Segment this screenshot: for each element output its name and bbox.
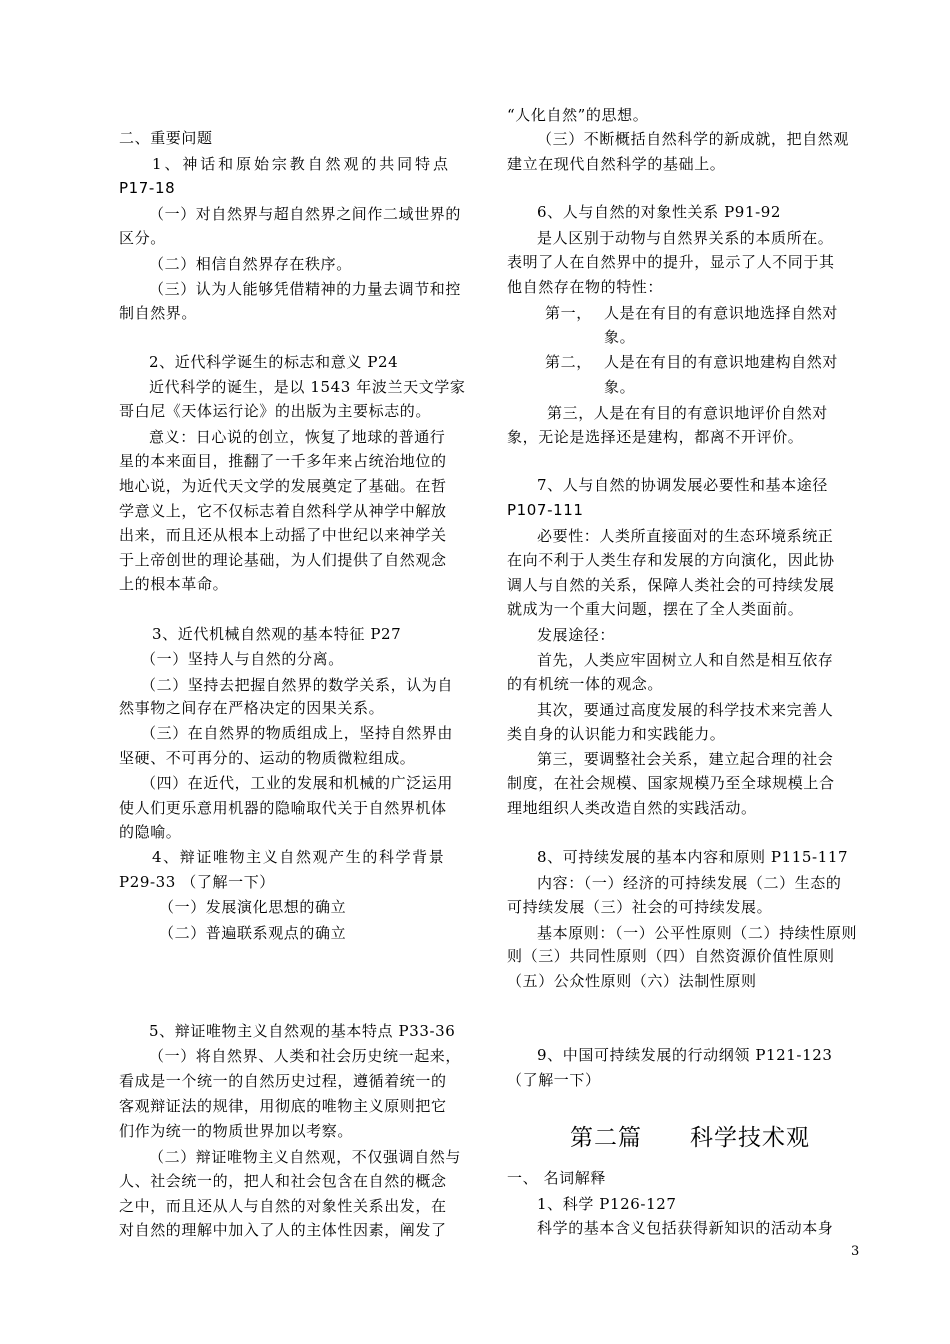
text-line: 人是在有目的有意识地建构自然对: [604, 353, 839, 371]
text-line: （了解一下）: [507, 1071, 601, 1089]
text-line: 第三，要调整社会关系，建立起合理的社会: [537, 750, 834, 768]
text-line: （二）普遍联系观点的确立: [159, 924, 347, 942]
text-line: 地心说，为近代天文学的发展奠定了基础。在哲: [119, 477, 447, 495]
text-line: 区分。: [119, 229, 166, 247]
text-line: 象。: [604, 378, 636, 396]
text-line: 是人区别于动物与自然界关系的本质所在。: [537, 229, 834, 247]
text-line: 人、社会统一的，把人和社会包含在自然的概念: [119, 1172, 447, 1190]
text-line: 出来，而且还从根本上动摇了中世纪以来神学关: [119, 526, 447, 544]
text-line: （三）不断概括自然科学的新成就，把自然观: [537, 130, 850, 148]
text-line: 他自然存在物的特性：: [507, 278, 664, 296]
text-line: 制度，在社会规模、国家规模乃至全球规模上合: [507, 774, 835, 792]
text-line: （四）在近代，工业的发展和机械的广泛运用: [141, 774, 454, 792]
question-7-pages: P107-111: [507, 501, 584, 519]
text-line: 对自然的理解中加入了人的主体性因素，阐发了: [119, 1221, 447, 1239]
text-line: 象，无论是选择还是建构，都离不开评价。: [507, 428, 804, 446]
text-line: 于上帝创世的理论基础，为人们提供了自然观念: [119, 551, 447, 569]
text-line: 就成为一个重大问题，摆在了全人类面前。: [507, 600, 804, 618]
text-line: 调人与自然的关系，保障人类社会的可持续发展: [507, 576, 835, 594]
text-line: 在向不利于人类生存和发展的方向演化，因此协: [507, 551, 835, 569]
text-line: 意义：日心说的创立，恢复了地球的普通行: [149, 428, 446, 446]
text-line: 客观辩证法的规律，用彻底的唯物主义原则把它: [119, 1097, 447, 1115]
question-4-title: 4、辩证唯物主义自然观产生的科学背景: [152, 848, 446, 866]
question-6-title: 6、人与自然的对象性关系 P91-92: [537, 203, 782, 221]
text-line: 的有机统一体的观念。: [507, 675, 664, 693]
text-line: 发展途径：: [537, 626, 616, 644]
text-line: 星的本来面目，推翻了一千多年来占统治地位的: [119, 452, 447, 470]
section-heading-important-questions: 二、重要问题: [119, 129, 213, 147]
text-line: 表明了人在自然界中的提升，显示了人不同于其: [507, 253, 835, 271]
part-two-heading: 第二篇 科学技术观: [570, 1125, 810, 1151]
text-line: 坚硬、不可再分的、运动的物质微粒组成。: [119, 749, 416, 767]
text-line: 使人们更乐意用机器的隐喻取代关于自然界机体: [119, 799, 447, 817]
question-1-title: 1、神话和原始宗教自然观的共同特点: [152, 155, 451, 173]
section-heading-terms: 一、 名词解释: [507, 1169, 606, 1187]
text-line: 理地组织人类改造自然的实践活动。: [507, 799, 757, 817]
question-7-title: 7、人与自然的协调发展必要性和基本途径: [537, 476, 828, 494]
question-3-title: 3、近代机械自然观的基本特征 P27: [152, 625, 402, 643]
text-line: 其次，要通过高度发展的科学技术来完善人: [537, 701, 834, 719]
text-line: 制自然界。: [119, 304, 198, 322]
question-2-title: 2、近代科学诞生的标志和意义 P24: [149, 353, 399, 371]
text-line: 哥白尼《天体运行论》的出版为主要标志的。: [119, 402, 432, 420]
text-line: 之中，而且还从人与自然的对象性关系出发，在: [119, 1197, 447, 1215]
text-line: 类自身的认识能力和实践能力。: [507, 725, 726, 743]
text-line: 上的根本革命。: [119, 575, 229, 593]
text-line: （三）认为人能够凭借精神的力量去调节和控: [149, 280, 462, 298]
text-line: （三）在自然界的物质组成上，坚持自然界由: [141, 724, 454, 742]
question-4-pages: P29-33 （了解一下）: [119, 873, 275, 891]
text-line: 看成是一个统一的自然历史过程，遵循着统一的: [119, 1072, 447, 1090]
text-line: （一）发展演化思想的确立: [159, 898, 347, 916]
text-line: 象。: [604, 328, 636, 346]
text-line: 科学的基本含义包括获得新知识的活动本身: [537, 1219, 834, 1237]
text-line: （五）公众性原则（六）法制性原则: [507, 972, 757, 990]
text-line: 们作为统一的物质世界加以考察。: [119, 1122, 354, 1140]
text-line: 建立在现代自然科学的基础上。: [507, 155, 726, 173]
question-1-pages: P17-18: [119, 179, 176, 197]
term-1-title: 1、科学 P126-127: [537, 1195, 677, 1213]
text-line: 第三，人是在有目的有意识地评价自然对: [547, 404, 828, 422]
text-line: 人是在有目的有意识地选择自然对: [604, 304, 839, 322]
question-9-title: 9、中国可持续发展的行动纲领 P121-123: [537, 1046, 833, 1064]
question-5-title: 5、辩证唯物主义自然观的基本特点 P33-36: [149, 1022, 456, 1040]
list-marker: 第二，: [545, 353, 592, 371]
text-line: 近代科学的诞生，是以 1543 年波兰天文学家: [149, 378, 466, 396]
text-line: （二）坚持去把握自然界的数学关系，认为自: [141, 676, 454, 694]
text-line: 则（三）共同性原则（四）自然资源价值性原则: [507, 947, 835, 965]
text-line: “人化自然”的思想。: [507, 106, 649, 124]
text-line: 基本原则：（一）公平性原则（二）持续性原则: [537, 924, 858, 942]
text-line: 必要性：人类所直接面对的生态环境系统正: [537, 527, 834, 545]
text-line: （二）相信自然界存在秩序。: [149, 255, 352, 273]
text-line: （一）将自然界、人类和社会历史统一起来，: [149, 1047, 462, 1065]
text-line: （一）坚持人与自然的分离。: [141, 650, 344, 668]
list-marker: 第一，: [545, 304, 592, 322]
question-8-title: 8、可持续发展的基本内容和原则 P115-117: [537, 848, 849, 866]
text-line: 的隐喻。: [119, 823, 182, 841]
text-line: 首先，人类应牢固树立人和自然是相互依存: [537, 651, 834, 669]
text-line: 内容：（一）经济的可持续发展（二）生态的: [537, 874, 842, 892]
page-number: 3: [851, 1244, 860, 1259]
text-line: （二）辩证唯物主义自然观，不仅强调自然与: [149, 1148, 462, 1166]
text-line: 然事物之间存在严格决定的因果关系。: [119, 699, 385, 717]
text-line: （一）对自然界与超自然界之间作二域世界的: [149, 205, 462, 223]
text-line: 学意义上，它不仅标志着自然科学从神学中解放: [119, 502, 447, 520]
text-line: 可持续发展（三）社会的可持续发展。: [507, 898, 773, 916]
